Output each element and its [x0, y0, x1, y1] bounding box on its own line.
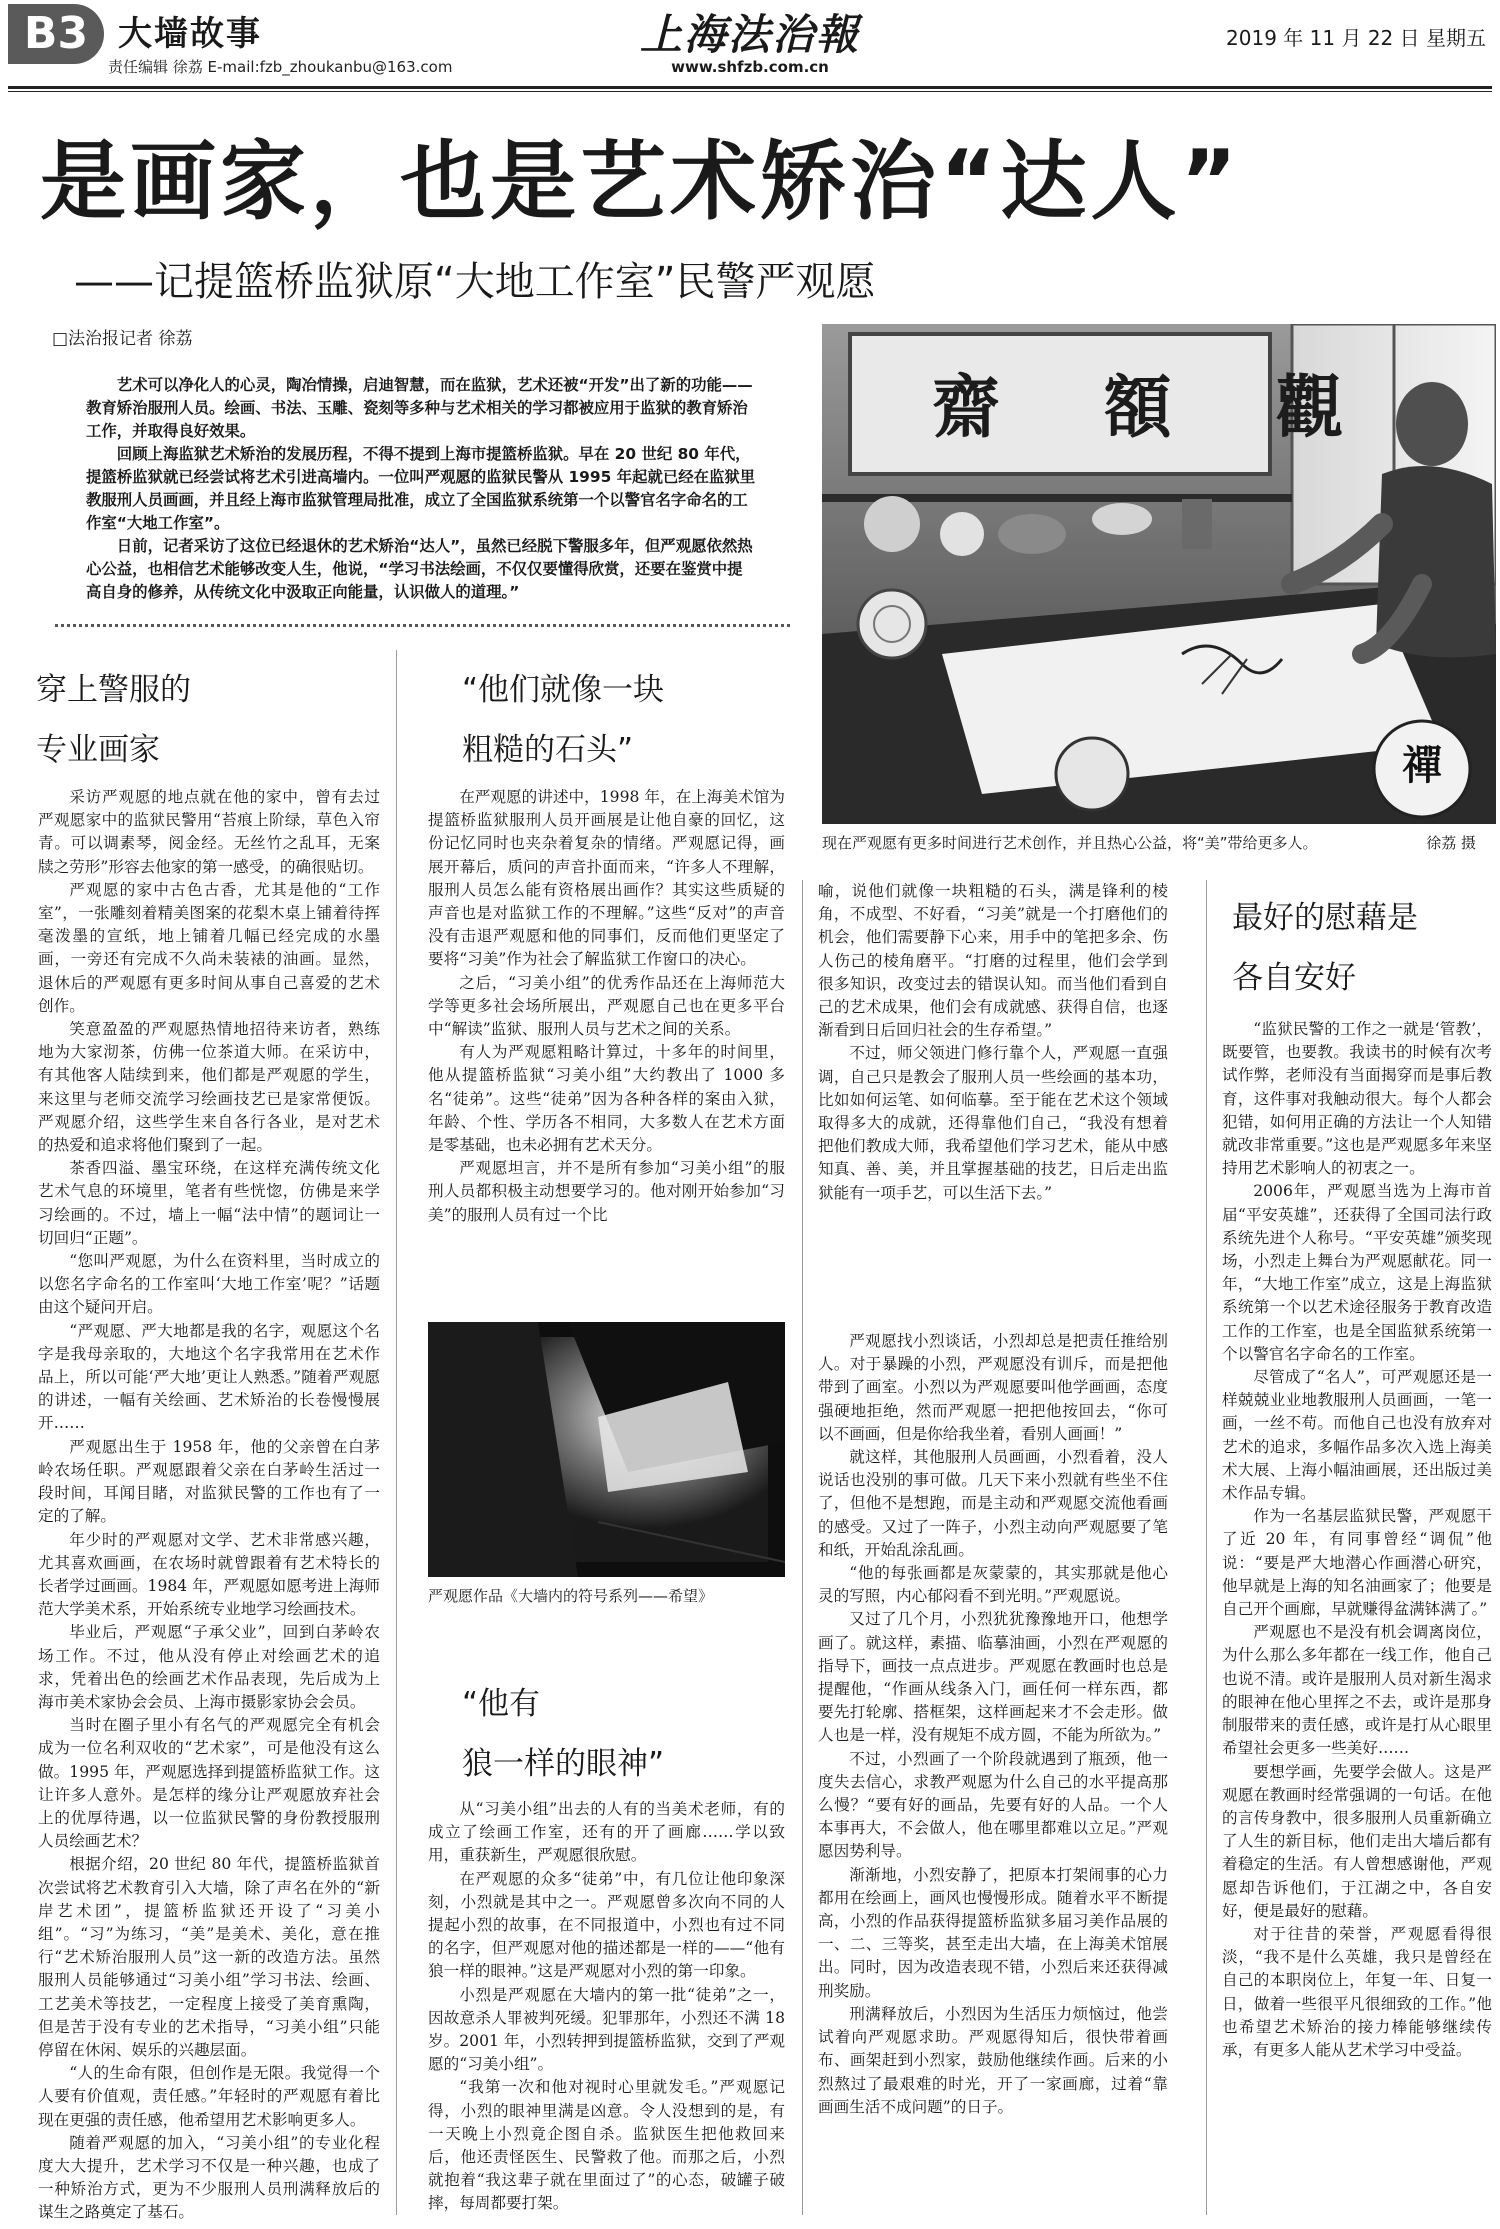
- newspaper-logo: 上海法治報: [640, 10, 861, 59]
- column-2-top: [428, 786, 785, 1227]
- paragraph: “严观愿、严大地都是我的名字，观愿这个名字是我母亲取的，大地这个名字我常用在艺术作品上，所以可能‘严大地’更让人熟悉。”随着严观愿的讲述，一幅有关绘画、艺术矫治的长卷慢慢展开……: [38, 1321, 380, 1433]
- column-3-bottom: [818, 1330, 1168, 2119]
- intro-paragraph: 日前，记者采访了这位已经退休的艺术矫治“达人”，虽然已经脱下警服多年，但严观愿依然热心公益，也相信艺术能够改变人生，他说，“学习书法绘画，不仅仅要懂得欣赏，还要在鉴赏中提高自身的修养，从传统文化中汲取正向能量，认识做人的道理。”: [86, 537, 753, 601]
- column-rule: [802, 880, 803, 2215]
- paragraph: 作为一名基层监狱民警，严观愿干了近 20 年，有同事曾经“调侃”他说：“要是严大地潜心作画潜心研究，他早就是上海的知名油画家了；他要是自己开个画廊，早就赚得盆满钵满了。”: [1222, 1507, 1492, 1619]
- paragraph: 采访严观愿的地点就在他的家中，曾有去过严观愿家中的监狱民警用“苔痕上阶绿，草色入帘青。可以调素琴，阅金经。无丝竹之乱耳，无案牍之劳形”形容去他家的第一感受，的确很贴切。: [38, 788, 380, 876]
- intro-divider: [55, 624, 790, 627]
- photo-seal: 禪: [1402, 742, 1442, 789]
- paragraph: 随着严观愿的加入，“习美小组”的专业化程度大大提升，艺术学习不仅是一种兴趣，也成了一种矫治方式，更为不少服刑人员刑满释放后的谋生之路奠定了基石。: [38, 2133, 380, 2222]
- section-heading-line: “他有: [462, 1686, 541, 1722]
- photo-credit: 徐荔 摄: [1426, 834, 1476, 852]
- issue-date: 2019 年 11 月 22 日 星期五: [1226, 26, 1486, 50]
- column-4: [1222, 1018, 1492, 2062]
- artwork-image: [428, 1322, 785, 1577]
- photo-caption-block: [822, 832, 1496, 853]
- paragraph: 不过，小烈画了一个阶段就遇到了瓶颈，他一度失去信心，求教严观愿为什么自己的水平提高那么慢？“要有好的画品，先要有好的人品。一个人本事再大，不会做人，他在哪里都难以立足。”严观愿因势利导。: [818, 1749, 1168, 1861]
- section-heading-line: 专业画家: [36, 732, 160, 768]
- paragraph: 在严观愿的众多“徒弟”中，有几位让他印象深刻，小烈就是其中之一。严观愿曾多次向不同的人提起小烈的故事，在不同报道中，小烈也有过不同的名字，但严观愿对他的描述都是一样的——“他有狼一样的眼神。”这是严观愿对小烈的第一印象。: [428, 1869, 785, 1981]
- section-heading-line: 各自安好: [1232, 960, 1356, 996]
- paragraph: 年少时的严观愿对文学、艺术非常感兴趣，尤其喜欢画画，在农场时就曾跟着有艺术特长的长者学过画画。1984 年，严观愿如愿考进上海师范大学美术系，开始系统专业地学习绘画技术。: [38, 1530, 380, 1619]
- photo-caption: 现在严观愿有更多时间进行艺术创作，并且热心公益，将“美”带给更多人。: [822, 834, 1318, 852]
- section-heading: [36, 660, 191, 780]
- column-rule: [1206, 880, 1207, 2215]
- headline: 是画家，也是艺术矫治“达人”: [40, 132, 1242, 232]
- section-title: 大墙故事: [118, 14, 262, 54]
- paragraph: 笑意盈盈的严观愿热情地招待来访者，熟练地为大家沏茶，仿佛一位茶道大师。在采访中，有其他客人陆续到来，他们都是严观愿的学生，来这里与老师交流学习绘画技艺已是家常便饭。严观愿介绍，这些学生来自各行各业，是对艺术的热爱和追求将他们聚到了一起。: [38, 1020, 380, 1155]
- paragraph: 茶香四溢、墨宝环绕，在这样充满传统文化艺术气息的环境里，笔者有些恍惚，仿佛是来学习绘画的。不过，墙上一幅“法中情”的题词让一切回归“正题”。: [38, 1159, 380, 1247]
- paragraph: 就这样，其他服刑人员画画，小烈看着，没人说话也没别的事可做。几天下来小烈就有些坐不住了，但他不是想跑，而是主动和严观愿交流他看画的感受。又过了一阵子，小烈主动向严观愿要了笔和纸，开始乱涂乱画。: [818, 1448, 1168, 1559]
- editor-line: 责任编辑 徐荔 E-mail:fzb_zhoukanbu@163.com: [108, 58, 453, 76]
- paragraph: 当时在圈子里小有名气的严观愿完全有机会成为一位名利双收的“艺术家”，可是他没有这么做。1995 年，严观愿选择到提篮桥监狱工作。这让许多人意外。是怎样的缘分让严观愿放弃社会上的优厚待遇，以一位监狱民警的身份教授服刑人员绘画艺术？: [38, 1716, 380, 1851]
- page-number-badge: B3: [8, 4, 104, 64]
- section-heading-line: 狼一样的眼神”: [462, 1746, 665, 1782]
- photo-calligraphy: 齋 額 觀: [932, 368, 1384, 448]
- paragraph: 严观愿坦言，并不是所有参加“习美小组”的服刑人员都积极主动想要学习的。他对刚开始参加“习美”的服刑人员有过一个比: [428, 1159, 785, 1224]
- artwork-caption: 严观愿作品《大墙内的符号系列——希望》: [428, 1587, 714, 1605]
- paragraph: 渐渐地，小烈安静了，把原本打架闹事的心力都用在绘画上，画风也慢慢形成。随着水平不断提高，小烈的作品获得提篮桥监狱多届习美作品展的一、二、三等奖，甚至走出大墙，在上海美术馆展出。同时，因为改造表现不错，小烈后来还获得减刑奖励。: [818, 1865, 1168, 2000]
- section-heading: [1232, 888, 1418, 1008]
- column-3-top: [818, 880, 1168, 1205]
- paragraph: 要想学画，先要学会做人。这是严观愿在教画时经常强调的一句话。在他的言传身教中，很多服刑人员重新确立了人生的新目标，他们走出大墙后都有着稳定的生活。有人曾想感谢他，严观愿却告诉他们，于江湖之中，各自安好，便是最好的慰藉。: [1222, 1762, 1492, 1920]
- artwork-graphic: [428, 1322, 785, 1577]
- main-photo: [822, 324, 1496, 824]
- section-heading: [462, 660, 664, 780]
- paragraph: 尽管成了“名人”，可严观愿还是一样兢兢业业地教服刑人员画画，一笔一画，一丝不苟。而他自己也没有放弃对艺术的追求，多幅作品多次入选上海美术大展、上海小幅油画展，还出版过美术作品专辑。: [1222, 1368, 1492, 1503]
- paragraph: 对于往昔的荣誉，严观愿看得很淡，“我不是什么英雄，我只是曾经在自己的本职岗位上，年复一年、日复一日，做着一些很平凡很细致的工作。”他也希望艺术矫治的接力棒能够继续传承，有更多人能从艺术学习中受益。: [1222, 1924, 1492, 2059]
- masthead-rule: [8, 86, 1492, 89]
- paragraph: 喻，说他们就像一块粗糙的石头，满是锋利的棱角，不成型、不好看，“习美”就是一个打磨他们的机会，他们需要静下心来，用手中的笔把多余、伤人伤己的棱角磨平。“打磨的过程里，他们会学到很多知识，改变过去的错误认知。而当他们看到自己的艺术成果，他们会有成就感、获得自信，也逐渐看到日后回归社会的生存希望。”: [818, 882, 1168, 1040]
- paragraph: 严观愿出生于 1958 年，他的父亲曾在白茅岭农场任职。严观愿跟着父亲在白茅岭生活过一段时间，耳闻目睹，对监狱民警的工作也有了一定的了解。: [38, 1437, 380, 1526]
- subheadline: ——记提篮桥监狱原“大地工作室”民警严观愿: [74, 259, 876, 305]
- paragraph: 有人为严观愿粗略计算过，十多年的时间里，他从提篮桥监狱“习美小组”大约教出了 1000 多名“徒弟”。这些“徒弟”因为各种各样的案由入狱，年龄、个性、学历各不相同，大多数人在艺术方面是零基础，也未必拥有艺术天分。: [428, 1043, 785, 1155]
- column-rule: [396, 650, 397, 2215]
- paragraph: 从“习美小组”出去的人有的当美术老师，有的成立了绘画工作室，还有的开了画廊……学以致用，重获新生，严观愿很欣慰。: [428, 1800, 785, 1865]
- section-heading-line: 粗糙的石头”: [462, 732, 634, 768]
- column-1: [38, 786, 380, 2225]
- column-2-bottom: [428, 1798, 785, 2216]
- paragraph: “我第一次和他对视时心里就发毛。”严观愿记得，小烈的眼神里满是凶意。令人没想到的是，有一天晚上小烈竟企图自杀。监狱医生把他救回来后，他还责怪医生、民警救了他。而那之后，小烈就抱着“我这辈子就在里面过了”的心态，破罐子破摔，每周都要打架。: [428, 2078, 785, 2213]
- intro-paragraph: 艺术可以净化人的心灵，陶冶情操，启迪智慧，而在监狱，艺术还被“开发”出了新的功能——教育矫治服刑人员。绘画、书法、玉雕、瓷刻等多种与艺术相关的学习都被应用于监狱的教育矫治工作，并取得良好效果。: [86, 376, 753, 440]
- newspaper-url[interactable]: www.shfzb.com.cn: [671, 58, 829, 76]
- section-heading-line: 穿上警服的: [36, 672, 191, 708]
- paragraph: “人的生命有限，但创作是无限。我觉得一个人要有价值观，责任感。”年轻时的严观愿有着比现在更强的责任感，他希望用艺术影响更多人。: [38, 2064, 380, 2129]
- section-heading-line: 最好的慰藉是: [1232, 900, 1418, 936]
- paragraph: 严观愿找小烈谈话，小烈却总是把责任推给别人。对于暴躁的小烈，严观愿没有训斥，而是把他带到了画室。小烈以为严观愿要叫他学画画，态度强硬地拒绝，然而严观愿一把把他按回去，“你可以不画画，但是你给我坐着，看别人画画！”: [818, 1332, 1168, 1443]
- paragraph: 刑满释放后，小烈因为生活压力烦恼过，他尝试着向严观愿求助。严观愿得知后，很快带着画布、画架赶到小烈家，鼓励他继续作画。后来的小烈熬过了最艰难的时光，开了一家画廊，过着“靠画画生活不成问题”的日子。: [818, 2004, 1168, 2116]
- paragraph: “监狱民警的工作之一就是‘管教’，既要管，也要教。我读书的时候有次考试作弊，老师没有当面揭穿而是事后教育，这件事对我触动很大。每个人都会犯错，如何用正确的方法让一个人知错就改非常重要。”这也是严观愿多年来坚持用艺术影响人的初衷之一。: [1222, 1020, 1492, 1178]
- paragraph: 根据介绍，20 世纪 80 年代，提篮桥监狱首次尝试将艺术教育引入大墙，除了声名在外的“新岸艺术团”，提篮桥监狱还开设了“习美小组”。“习”为练习，“美”是美术、美化，意在推行“艺术矫治服刑人员”这一新的改造方法。虽然服刑人员能够通过“习美小组”学习书法、绘画、工艺美术等技艺，一定程度上接受了美育熏陶，但是苦于没有专业的艺术指导，“习美小组”只能停留在休闲、娱乐的兴趣层面。: [38, 1855, 380, 2059]
- paragraph: “他的每张画都是灰蒙蒙的，其实那就是他心灵的写照，内心郁闷看不到光明。”严观愿说。: [818, 1564, 1168, 1606]
- section-heading: [462, 1674, 664, 1794]
- paragraph: 不过，师父领进门修行靠个人，严观愿一直强调，自己只是教会了服刑人员一些绘画的基本功，比如如何运笔、如何临摹。至于能在艺术这个领域取得多大的成就，还得靠他们自己，“我没有想着把他们教成大师，我希望他们学习艺术，能从中感知真、善、美，并且掌握基础的技艺，日后走出监狱能有一项手艺，可以生活下去。”: [818, 1044, 1168, 1202]
- paragraph: 毕业后，严观愿“子承父业”，回到白茅岭农场工作。不过，他从没有停止对绘画艺术的追求，凭着出色的绘画艺术作品表现，先后成为上海市美术家协会会员、上海市摄影家协会会员。: [38, 1623, 380, 1711]
- paragraph: 又过了几个月，小烈犹犹豫豫地开口，他想学画了。就这样，素描、临摹油画，小烈在严观愿的指导下，画技一点点进步。严观愿在教画时也总是提醒他，“作画从线条入门，画任何一样东西，都要先打轮廓、搭框架，这样画起来才不会走形。做人也是一样，没有规矩不成方圆，不能为所欲为。”: [818, 1610, 1168, 1745]
- paragraph: “您叫严观愿，为什么在资料里，当时成立的以您名字命名的工作室叫‘大地工作室’呢？”话题由这个疑问开启。: [38, 1252, 380, 1317]
- byline: □法治报记者 徐荔: [52, 329, 193, 349]
- paragraph: 之后，“习美小组”的优秀作品还在上海师范大学等更多社会场所展出，严观愿自己也在更多平台中“解读”监狱、服刑人员与艺术之间的关系。: [428, 973, 785, 1039]
- paragraph: 2006年，严观愿当选为上海市首届“平安英雄”，还获得了全国司法行政系统先进个人称号。“平安英雄”颁奖现场，小烈走上舞台为严观愿献花。同一年，“大地工作室”成立，这是上海监狱系统第一个以艺术途径服务于教育改造工作的工作室，也是全国监狱系统第一个以警官名字命名的工作室。: [1222, 1182, 1492, 1363]
- article-intro: [86, 374, 756, 604]
- masthead-rule-thin: [8, 91, 1492, 92]
- paragraph: 小烈是严观愿在大墙内的第一批“徒弟”之一，因故意杀人罪被判死缓。犯罪那年，小烈还不满 18 岁。2001 年，小烈转押到提篮桥监狱，交到了严观愿的“习美小组”。: [428, 1985, 785, 2074]
- paragraph: 在严观愿的讲述中，1998 年，在上海美术馆为提篮桥监狱服刑人员开画展是让他自豪的回忆，这份记忆同时也夹杂着复杂的情绪。严观愿记得，画展开幕后，质问的声音扑面而来，“许多人不理解，服刑人员怎么能有资格展出画作？其实这些质疑的声音也是对监狱工作的不理解。”这些“反对”的声音没有击退严观愿和他的同事们，反而他们更坚定了要将“习美”作为社会了解监狱工作窗口的决心。: [428, 788, 785, 969]
- intro-paragraph: 回顾上海监狱艺术矫治的发展历程，不得不提到上海市提篮桥监狱。早在 20 世纪 80 年代，提篮桥监狱就已经尝试将艺术引进高墙内。一位叫严观愿的监狱民警从 1995 年起就已经在监狱里教服刑人员画画，并且经上海市监狱管理局批准，成立了全国监狱系统第一个以警官名字命名的工作室“大地工作室”。: [86, 445, 756, 532]
- paragraph: 严观愿的家中古色古香，尤其是他的“工作室”，一张雕刻着精美图案的花梨木桌上铺着待挥毫泼墨的宣纸，地上铺着几幅已经完成的水墨画，一旁还有完成不久尚未装裱的油画。显然，退休后的严观愿有更多时间从事自己喜爱的艺术创作。: [38, 880, 380, 1015]
- paragraph: 严观愿也不是没有机会调离岗位，为什么那么多年都在一线工作，他自己也说不清。或许是服刑人员对新生渴求的眼神在他心里挥之不去，或许是那身制服带来的责任感，或许是打从心眼里希望社会更多一些美好……: [1222, 1623, 1492, 1758]
- section-heading-line: “他们就像一块: [462, 672, 665, 708]
